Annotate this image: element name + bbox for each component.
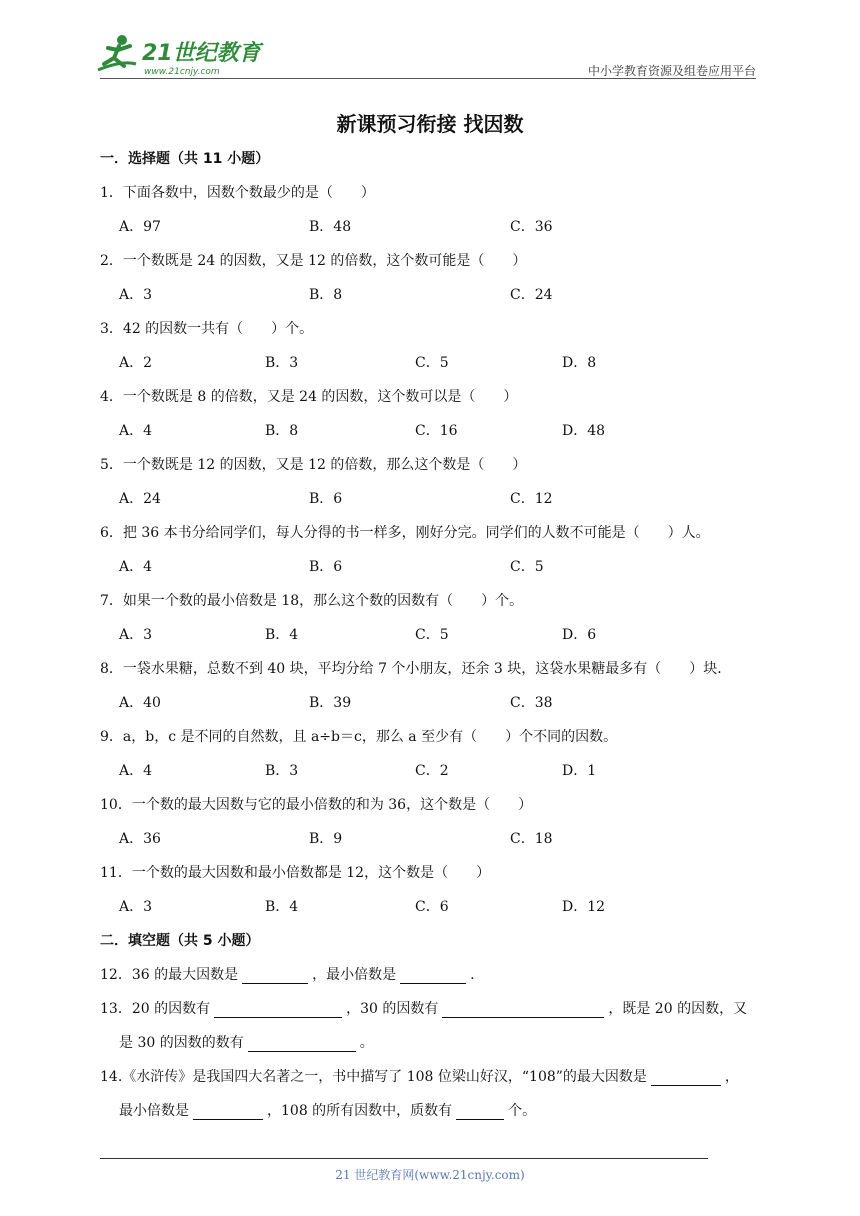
option-a: A．2 — [119, 355, 153, 371]
answer-blank[interactable] — [651, 1070, 721, 1086]
question-12: 12．36 的最大因数是 ，最小倍数是 . — [100, 967, 475, 983]
logo-wordmark: 21世纪教育 — [142, 41, 261, 66]
options-11 — [100, 898, 764, 932]
option-c: C．5 — [415, 355, 449, 371]
options-4 — [100, 422, 764, 456]
option-a: A．36 — [119, 831, 161, 847]
answer-blank[interactable] — [248, 1036, 356, 1052]
option-a: A．3 — [119, 287, 153, 303]
question-14: 14.《水浒传》是我国四大名著之一，书中描写了 108 位梁山好汉，“108”的最大因数是 ， — [100, 1069, 739, 1085]
option-b: B．9 — [309, 831, 343, 847]
option-b: B．48 — [309, 219, 352, 235]
site-logo — [92, 30, 272, 78]
option-a: A．3 — [119, 899, 153, 915]
options-7 — [100, 626, 764, 660]
option-c: C．36 — [510, 219, 553, 235]
question-8: 8．一袋水果糖，总数不到 40 块，平均分给 7 个小朋友，还余 3 块，这袋水果糖最多有（ ）块． — [100, 661, 732, 677]
answer-blank[interactable] — [456, 1104, 504, 1120]
footer-link[interactable]: 21 世纪教育网(www.21cnjy.com) — [335, 1168, 525, 1182]
option-b: B．8 — [265, 423, 299, 439]
answer-blank[interactable] — [193, 1104, 263, 1120]
option-a: A．4 — [119, 763, 153, 779]
option-b: B．6 — [309, 491, 343, 507]
option-a: A．24 — [119, 491, 161, 507]
option-b: B．39 — [309, 695, 352, 711]
option-d: D．8 — [562, 355, 597, 371]
question-4: 4．一个数既是 8 的倍数，又是 24 的因数，这个数可以是（ ） — [100, 389, 518, 405]
question-3: 3．42 的因数一共有（ ）个。 — [100, 321, 314, 337]
option-b: B．4 — [265, 627, 299, 643]
logo-url: www.21cnjy.com — [144, 67, 220, 77]
option-c: C．5 — [510, 559, 544, 575]
option-a: A．4 — [119, 423, 153, 439]
section-heading-fill: 二．填空题（共 5 小题） — [100, 933, 260, 949]
option-c: C．18 — [510, 831, 553, 847]
options-9 — [100, 762, 764, 796]
options-1 — [100, 218, 764, 252]
option-a: A．4 — [119, 559, 153, 575]
answer-blank[interactable] — [400, 968, 466, 984]
question-5: 5．一个数既是 12 的因数，又是 12 的倍数，那么这个数是（ ） — [100, 457, 527, 473]
question-10: 10．一个数的最大因数与它的最小倍数的和为 36，这个数是（ ） — [100, 797, 533, 813]
option-d: D．12 — [562, 899, 606, 915]
answer-blank[interactable] — [214, 1002, 342, 1018]
option-b: B．3 — [265, 355, 299, 371]
options-2 — [100, 286, 764, 320]
footer-divider — [100, 1158, 708, 1159]
option-c: C．5 — [415, 627, 449, 643]
options-6 — [100, 558, 764, 592]
option-c: C．38 — [510, 695, 553, 711]
option-a: A．3 — [119, 627, 153, 643]
option-a: A．40 — [119, 695, 161, 711]
options-3 — [100, 354, 764, 388]
option-b: B．8 — [309, 287, 343, 303]
option-c: C．2 — [415, 763, 449, 779]
question-13-cont: 是 30 的因数的数有 。 — [119, 1035, 374, 1051]
option-c: C．24 — [510, 287, 553, 303]
question-7: 7．如果一个数的最小倍数是 18，那么这个数的因数有（ ）个。 — [100, 593, 524, 609]
question-9: 9．a，b，c 是不同的自然数，且 a÷b＝c，那么 a 至少有（ ）个不同的因数。 — [100, 729, 618, 745]
worksheet-body — [100, 150, 764, 1136]
section-heading-choice: 一．选择题（共 11 小题） — [100, 151, 270, 167]
answer-blank[interactable] — [242, 968, 308, 984]
question-14-cont: 最小倍数是 ，108 的所有因数中，质数有 个。 — [119, 1103, 537, 1119]
question-11: 11．一个数的最大因数和最小倍数都是 12，这个数是（ ） — [100, 865, 491, 881]
option-b: B．6 — [309, 559, 343, 575]
page-title: 新课预习衔接 找因数 — [336, 112, 524, 136]
question-1: 1．下面各数中，因数个数最少的是（ ） — [100, 185, 375, 201]
header-platform-text: 中小学教育资源及组卷应用平台 — [587, 64, 756, 78]
option-c: C．12 — [510, 491, 553, 507]
header-divider — [100, 78, 756, 79]
option-d: D．6 — [562, 627, 597, 643]
options-8 — [100, 694, 764, 728]
options-10 — [100, 830, 764, 864]
option-c: C．16 — [415, 423, 458, 439]
option-a: A．97 — [119, 219, 161, 235]
question-13: 13．20 的因数有 ，30 的因数有 ，既是 20 的因数，又 — [100, 1001, 748, 1017]
question-2: 2．一个数既是 24 的因数，又是 12 的倍数，这个数可能是（ ） — [100, 253, 527, 269]
option-b: B．3 — [265, 763, 299, 779]
option-d: D．48 — [562, 423, 606, 439]
question-6: 6．把 36 本书分给同学们，每人分得的书一样多，刚好分完。同学们的人数不可能是（ ）人。 — [100, 525, 710, 541]
options-5 — [100, 490, 764, 524]
option-c: C．6 — [415, 899, 449, 915]
answer-blank[interactable] — [442, 1002, 604, 1018]
option-d: D．1 — [562, 763, 597, 779]
option-b: B．4 — [265, 899, 299, 915]
